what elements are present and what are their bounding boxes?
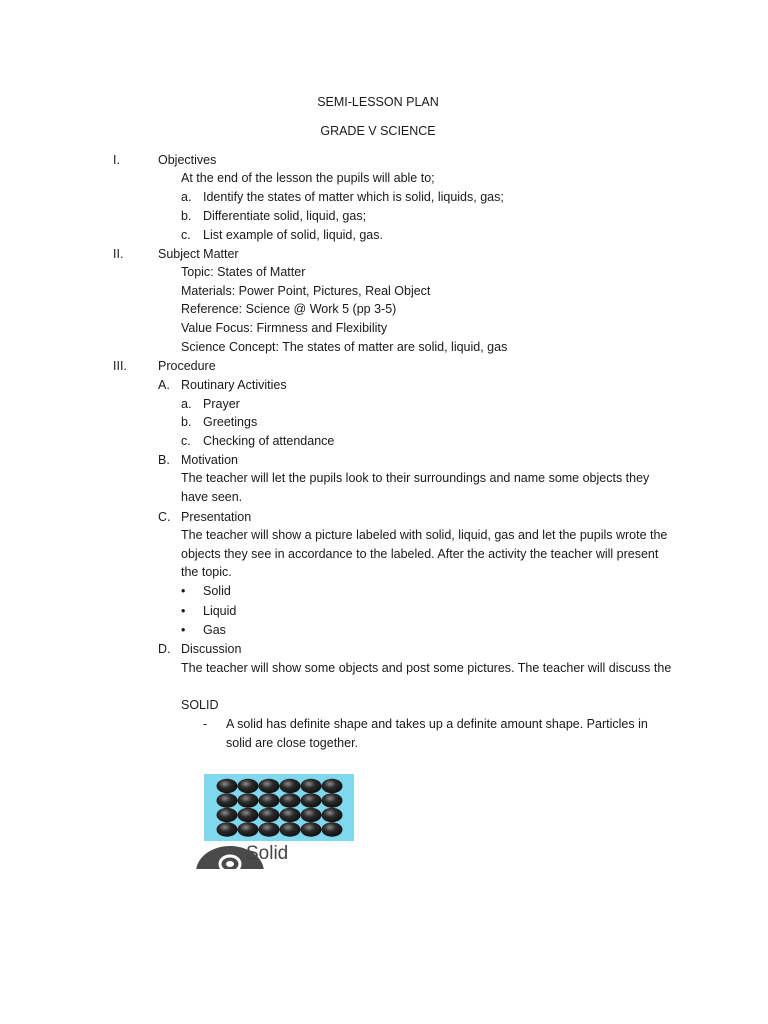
list-marker: b. [181, 415, 192, 429]
list-marker: b. [181, 209, 192, 223]
particle [259, 793, 280, 807]
dash-marker: - [203, 717, 208, 731]
list-marker: c. [181, 228, 191, 242]
particle [238, 822, 259, 836]
solid-description: A solid has definite shape and takes up a definite amount shape. Particles in solid are close together. [226, 717, 648, 750]
particle [259, 779, 280, 793]
subsection-heading-motivation: Motivation [181, 453, 238, 467]
presentation-text: The teacher will show a picture labeled with solid, liquid, gas and let the pupils wrote the objects they see in accordance to the labeled. After the activity the teacher will present the topic. [181, 528, 668, 580]
solid-figure-label: Solid [246, 843, 289, 864]
list-item: Differentiate solid, liquid, gas; [203, 209, 367, 223]
subject-science-concept: Science Concept: The states of matter are solid, liquid, gas [181, 340, 508, 354]
particle [217, 779, 238, 793]
particle [280, 779, 301, 793]
particle [238, 793, 259, 807]
subject-materials: Materials: Power Point, Pictures, Real Object [181, 284, 431, 298]
particle [280, 793, 301, 807]
particle [259, 822, 280, 836]
subsection-marker: B. [158, 453, 170, 467]
document-subtitle: GRADE V SCIENCE [320, 124, 436, 138]
list-marker: a. [181, 190, 192, 204]
objectives-intro: At the end of the lesson the pupils will able to; [181, 171, 435, 185]
particle [280, 808, 301, 822]
section-numeral-objectives: I. [113, 153, 120, 167]
particle [322, 822, 343, 836]
subsection-heading-presentation: Presentation [181, 510, 252, 524]
section-heading-objectives: Objectives [158, 153, 217, 167]
subsection-heading-discussion: Discussion [181, 642, 242, 656]
subsection-marker: D. [158, 642, 171, 656]
particle [238, 808, 259, 822]
particle [217, 808, 238, 822]
motivation-text: The teacher will let the pupils look to their surroundings and name some objects they have seen. [181, 471, 650, 504]
particle [301, 779, 322, 793]
subsection-heading-routinary: Routinary Activities [181, 378, 287, 392]
particle [322, 779, 343, 793]
list-item: Checking of attendance [203, 434, 335, 448]
list-marker: c. [181, 434, 191, 448]
particle [217, 822, 238, 836]
bullet-icon: • [181, 584, 186, 598]
subject-reference: Reference: Science @ Work 5 (pp 3-5) [181, 302, 397, 316]
list-marker: a. [181, 397, 192, 411]
particle [301, 822, 322, 836]
subsection-marker: C. [158, 510, 171, 524]
section-heading-procedure: Procedure [158, 359, 216, 373]
subject-value-focus: Value Focus: Firmness and Flexibility [181, 321, 388, 335]
bullet-item: Liquid [203, 604, 237, 618]
solid-heading: SOLID [181, 698, 219, 712]
particle [280, 822, 301, 836]
bullet-item: Solid [203, 584, 231, 598]
solid-particles-figure [204, 774, 354, 841]
particle [217, 793, 238, 807]
bullet-item: Gas [203, 623, 226, 637]
list-item: Greetings [203, 415, 258, 429]
particle [238, 779, 259, 793]
section-heading-subject-matter: Subject Matter [158, 247, 239, 261]
section-numeral-procedure: III. [113, 359, 127, 373]
bullet-icon: • [181, 604, 186, 618]
discussion-text: The teacher will show some objects and post some pictures. The teacher will discuss the [181, 661, 672, 675]
particle [322, 808, 343, 822]
bullet-icon: • [181, 623, 186, 637]
list-item: List example of solid, liquid, gas. [203, 228, 383, 242]
document-title: SEMI-LESSON PLAN [317, 95, 439, 109]
particle [259, 808, 280, 822]
subsection-marker: A. [158, 378, 170, 392]
particle-grid [204, 774, 354, 841]
list-item: Prayer [203, 397, 240, 411]
particle [322, 793, 343, 807]
particle [301, 808, 322, 822]
list-item: Identify the states of matter which is solid, liquids, gas; [203, 190, 504, 204]
particle [301, 793, 322, 807]
subject-topic: Topic: States of Matter [181, 265, 306, 279]
section-numeral-subject-matter: II. [113, 247, 124, 261]
